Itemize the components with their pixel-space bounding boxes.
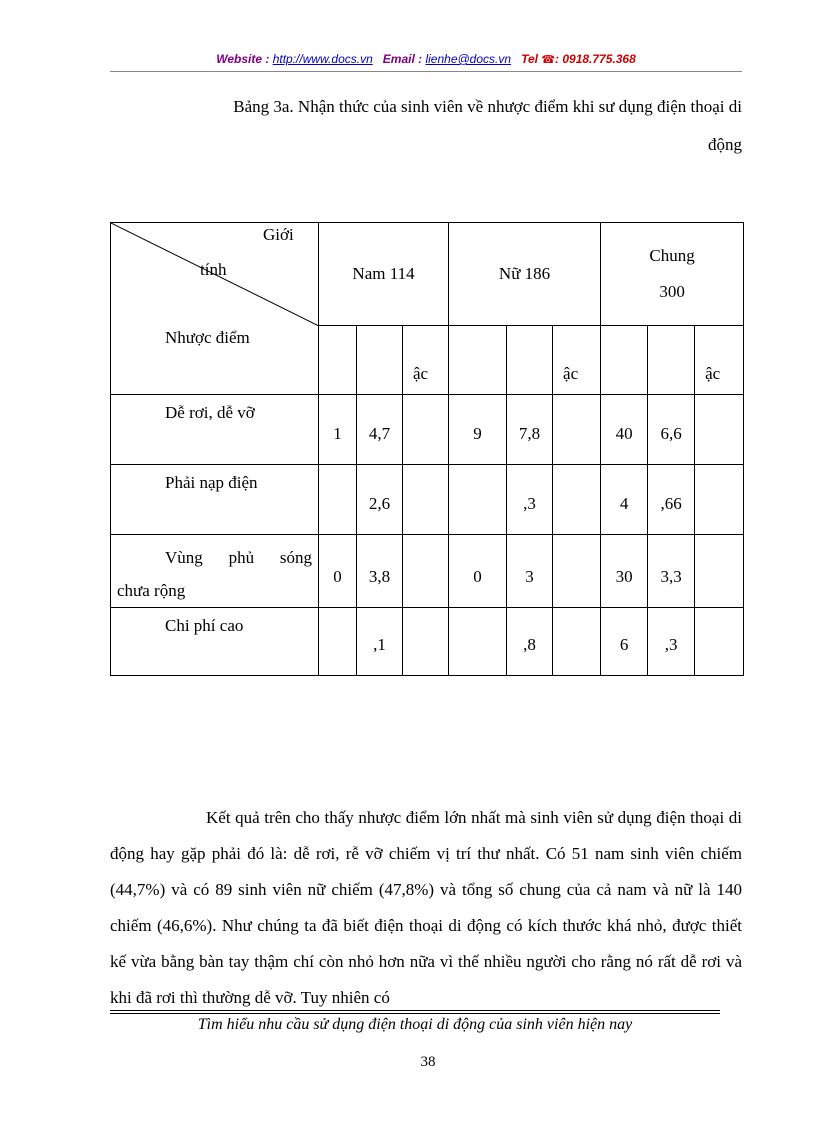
row-label: Dễ rơi, dễ vỡ bbox=[111, 395, 319, 465]
diagonal-line bbox=[111, 223, 319, 395]
table-cell bbox=[403, 608, 449, 676]
table-cell: 1 bbox=[319, 395, 357, 465]
table-row bbox=[111, 395, 744, 465]
website-link[interactable]: http://www.docs.vn bbox=[272, 52, 373, 66]
table-cell: 7,8 bbox=[507, 395, 553, 465]
table-cell: 30 bbox=[601, 535, 648, 608]
table-cell: 0 bbox=[449, 535, 507, 608]
website-label: Website : bbox=[216, 52, 270, 66]
tel-label: Tel bbox=[521, 52, 538, 66]
table-cell bbox=[403, 535, 449, 608]
email-label: Email : bbox=[382, 52, 423, 66]
table-cell: 6 bbox=[601, 608, 648, 676]
table-cell: 9 bbox=[449, 395, 507, 465]
group-header-nu: Nữ 186 bbox=[449, 223, 601, 326]
sub-header-cell: ậc bbox=[553, 326, 601, 395]
paragraph-text: Kết quả trên cho thấy nhược điểm lớn nhất mà sinh viên sử dụng điện thoại di động hay gặp phải đó là: dễ rơi, rễ vỡ chiếm vị trí thư nhất. Có 51 nam sinh viên chiếm (44,7%) và có 89 sinh viên nữ chiếm (47,8%) và tổng số chung của cả nam và nữ là 140 chiếm (46,6%). Như chúng ta đã biết điện thoại di động có kích thước khá nhỏ, được thiết kế vừa bằng bàn tay thậm chí còn nhỏ hơn nữa vì thế nhiều người cho rằng nó rất dễ rơi và khi đã rơi thì thường dễ vỡ. Tuy nhiên có bbox=[110, 808, 742, 1007]
footer-divider bbox=[110, 1010, 720, 1011]
sub-header-cell bbox=[648, 326, 695, 395]
table-cell: 6,6 bbox=[648, 395, 695, 465]
email-link[interactable]: lienhe@docs.vn bbox=[425, 52, 512, 66]
sub-header-cell bbox=[357, 326, 403, 395]
body-paragraph bbox=[110, 800, 742, 1016]
table-cell: 3,3 bbox=[648, 535, 695, 608]
table-cell: ,8 bbox=[507, 608, 553, 676]
table-cell: 0 bbox=[319, 535, 357, 608]
sub-header-cell: ậc bbox=[695, 326, 744, 395]
table-cell bbox=[403, 465, 449, 535]
group-header-chung: Chung 300 bbox=[601, 223, 744, 326]
table-cell bbox=[553, 465, 601, 535]
table-row bbox=[111, 535, 744, 608]
phone-icon: ☎ bbox=[541, 54, 556, 66]
table-cell: 3 bbox=[507, 535, 553, 608]
sub-header-cell bbox=[319, 326, 357, 395]
header-divider bbox=[110, 71, 742, 72]
table-cell: 3,8 bbox=[357, 535, 403, 608]
table-cell: ,3 bbox=[507, 465, 553, 535]
table-cell bbox=[553, 608, 601, 676]
sub-header-cell bbox=[449, 326, 507, 395]
table-cell bbox=[319, 465, 357, 535]
table-cell: ,1 bbox=[357, 608, 403, 676]
row-label: Vùng phủ sóng chưa rộng bbox=[111, 535, 319, 608]
table-cell: 2,6 bbox=[357, 465, 403, 535]
corner-label-nhuoc-diem: Nhược điểm bbox=[165, 328, 250, 347]
table-cell bbox=[695, 395, 744, 465]
tel-value: : 0918.775.368 bbox=[555, 52, 636, 66]
table-cell: 4,7 bbox=[357, 395, 403, 465]
table-row bbox=[111, 465, 744, 535]
table-cell bbox=[695, 535, 744, 608]
table-caption bbox=[110, 88, 742, 164]
data-table bbox=[110, 222, 744, 676]
table-cell bbox=[319, 608, 357, 676]
caption-line-1: Bảng 3a. Nhận thức của sinh viên về nhược điểm khi sư dụng điện thoại di bbox=[233, 97, 742, 116]
table-cell bbox=[695, 465, 744, 535]
page-number: 38 bbox=[420, 1054, 436, 1070]
caption-line-2: động bbox=[708, 135, 742, 154]
sub-header-cell bbox=[601, 326, 648, 395]
table-row bbox=[111, 608, 744, 676]
sub-header-cell bbox=[507, 326, 553, 395]
row-label: Chi phí cao bbox=[111, 608, 319, 676]
table-cell: 4 bbox=[601, 465, 648, 535]
table-cell bbox=[553, 535, 601, 608]
corner-label-gioi: Giới bbox=[263, 225, 294, 244]
sub-header-cell: ậc bbox=[403, 326, 449, 395]
diagonal-header-cell bbox=[111, 223, 319, 395]
corner-label-tinh: tính bbox=[200, 260, 227, 279]
table-cell: ,3 bbox=[648, 608, 695, 676]
table-cell bbox=[449, 608, 507, 676]
row-label: Phải nạp điện bbox=[111, 465, 319, 535]
table-cell bbox=[449, 465, 507, 535]
table-cell: ,66 bbox=[648, 465, 695, 535]
table-cell: 40 bbox=[601, 395, 648, 465]
table-cell bbox=[695, 608, 744, 676]
table-cell bbox=[403, 395, 449, 465]
table-cell bbox=[553, 395, 601, 465]
group-header-nam: Nam 114 bbox=[319, 223, 449, 326]
page-header bbox=[110, 52, 742, 66]
footer-title: Tìm hiểu nhu cầu sử dụng điện thoại di động của sinh viên hiện nay bbox=[197, 1016, 633, 1033]
footer-divider bbox=[110, 1013, 720, 1014]
